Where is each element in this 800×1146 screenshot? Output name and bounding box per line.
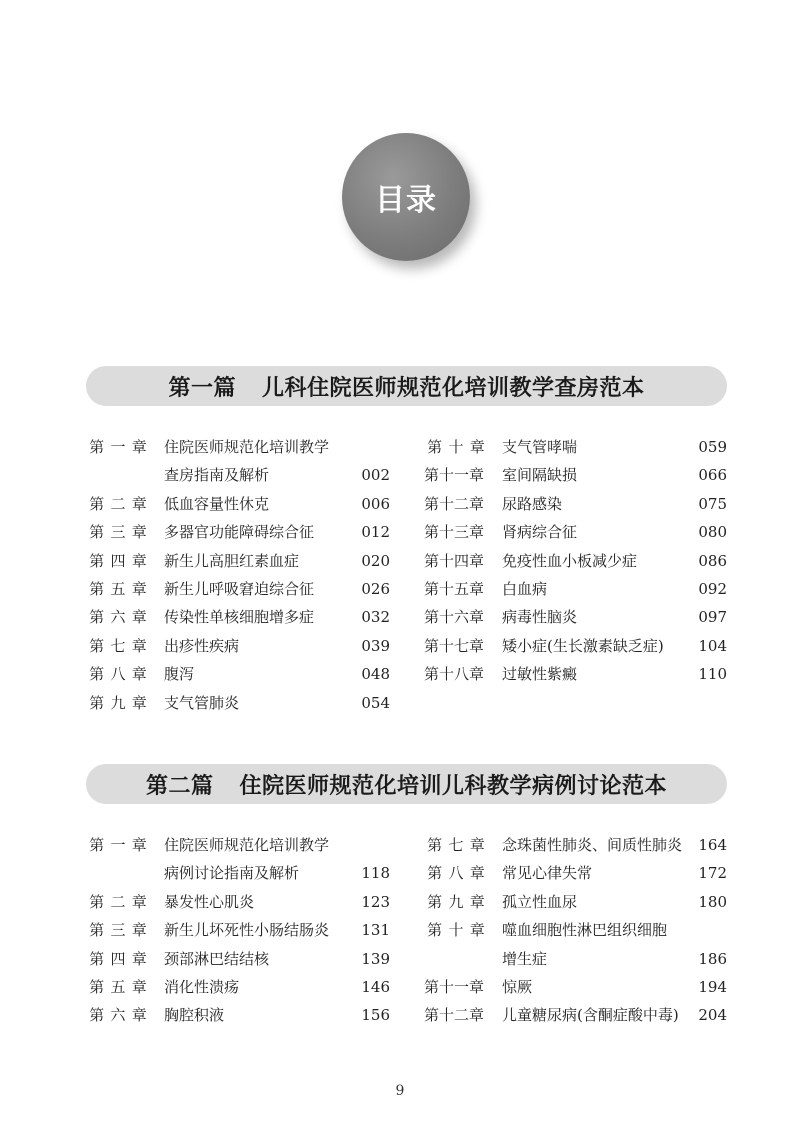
chapter-title: 支气管肺炎 [164, 693, 240, 712]
chapter-title: 传染性单核细胞增多症 [164, 608, 315, 627]
toc-entry[interactable] [424, 433, 727, 461]
part-one-number: 第一篇 [168, 374, 236, 401]
page-ref: 172 [698, 864, 727, 883]
toc-entry[interactable] [86, 888, 390, 916]
chapter-number: 第 十 章 [427, 921, 485, 940]
page-ref: 006 [361, 494, 390, 513]
chapter-number: 第 六 章 [89, 608, 147, 627]
chapter-title: 尿路感染 [502, 494, 563, 513]
toc-entry[interactable] [424, 603, 727, 631]
page-ref: 086 [698, 551, 727, 570]
chapter-title: 查房指南及解析 [164, 466, 270, 485]
chapter-title: 住院医师规范化培训教学 [164, 836, 330, 854]
page-ref: 020 [361, 551, 390, 570]
page-ref: 104 [698, 636, 727, 655]
part-two-left-column [86, 831, 390, 1030]
toc-entry[interactable] [424, 518, 727, 546]
chapter-title: 低血容量性休克 [164, 494, 270, 513]
chapter-number: 第十四章 [424, 551, 485, 570]
chapter-title: 住院医师规范化培训教学 [164, 438, 330, 456]
toc-entry[interactable] [86, 973, 390, 1001]
chapter-number: 第 二 章 [89, 892, 147, 911]
chapter-number: 第 三 章 [89, 921, 147, 940]
page-ref: 092 [698, 579, 727, 598]
chapter-number: 第 三 章 [89, 523, 147, 542]
part-one-header [86, 366, 727, 406]
chapter-number: 第 九 章 [89, 693, 147, 712]
toc-entry[interactable] [424, 461, 727, 489]
chapter-title: 噬血细胞性淋巴组织细胞 [502, 921, 668, 940]
toc-entry[interactable] [424, 490, 727, 518]
page-ref: 180 [698, 892, 727, 911]
page-ref: 164 [698, 836, 727, 854]
chapter-title: 新生儿高胆红素血症 [164, 551, 300, 570]
page-ref: 186 [698, 949, 727, 968]
page-ref: 012 [361, 523, 390, 542]
page-ref: 118 [361, 864, 390, 883]
toc-entry[interactable] [424, 1001, 727, 1029]
chapter-title: 病例讨论指南及解析 [164, 864, 300, 883]
toc-entry[interactable] [86, 945, 390, 973]
page-ref: 156 [361, 1006, 390, 1025]
toc-entry[interactable] [86, 575, 390, 603]
chapter-title: 常见心律失常 [502, 864, 593, 883]
toc-entry[interactable] [86, 916, 390, 944]
toc-entry[interactable] [424, 547, 727, 575]
chapter-title: 惊厥 [502, 977, 533, 996]
page-ref: 131 [361, 921, 390, 940]
chapter-number: 第十八章 [424, 665, 485, 684]
part-two-number: 第二篇 [145, 772, 214, 799]
page-ref: 194 [698, 977, 727, 996]
page-number: 9 [395, 1083, 405, 1099]
chapter-number: 第十七章 [424, 636, 485, 655]
toc-entry[interactable] [86, 461, 390, 489]
chapter-number: 第 一 章 [89, 438, 147, 456]
chapter-title: 增生症 [502, 949, 548, 968]
page-ref: 002 [361, 466, 390, 485]
page-ref: 080 [698, 523, 727, 542]
toc-entry[interactable] [86, 547, 390, 575]
chapter-number: 第 二 章 [89, 494, 147, 513]
chapter-number: 第 七 章 [427, 836, 485, 854]
toc-entry[interactable] [424, 831, 727, 859]
chapter-number: 第 五 章 [89, 977, 147, 996]
chapter-number: 第 一 章 [89, 836, 147, 854]
chapter-title: 胸腔积液 [164, 1006, 225, 1025]
toc-entry[interactable] [424, 632, 727, 660]
chapter-title: 颈部淋巴结结核 [164, 949, 270, 968]
chapter-number: 第十六章 [424, 608, 485, 627]
part-two-right-column [424, 831, 727, 1030]
part-one-title: 儿科住院医师规范化培训教学查房范本 [262, 374, 645, 401]
page-ref: 075 [698, 494, 727, 513]
toc-entry[interactable] [86, 859, 390, 887]
toc-entry[interactable] [86, 490, 390, 518]
chapter-title: 儿童糖尿病(含酮症酸中毒) [502, 1006, 679, 1025]
chapter-number: 第 四 章 [89, 949, 147, 968]
part-two-header [86, 764, 727, 804]
chapter-number: 第十五章 [424, 579, 485, 598]
page-ref: 097 [698, 608, 727, 627]
chapter-number: 第十二章 [424, 494, 485, 513]
toc-entry[interactable] [424, 916, 727, 944]
toc-entry[interactable] [424, 859, 727, 887]
page-ref: 048 [361, 665, 390, 684]
toc-entry[interactable] [86, 518, 390, 546]
page-ref: 123 [361, 892, 390, 911]
chapter-number: 第十一章 [424, 977, 485, 996]
chapter-title: 腹泻 [164, 665, 195, 684]
page-ref: 066 [698, 466, 727, 485]
page-ref: 039 [361, 636, 390, 655]
chapter-number: 第 十 章 [427, 438, 485, 456]
page-ref: 139 [361, 949, 390, 968]
chapter-title: 支气管哮喘 [502, 438, 578, 456]
toc-entry[interactable] [86, 1001, 390, 1029]
part-one-left-column [86, 433, 390, 717]
chapter-title: 新生儿坏死性小肠结肠炎 [164, 921, 330, 940]
chapter-title: 消化性溃疡 [164, 977, 240, 996]
page-ref: 026 [361, 579, 390, 598]
chapter-title: 白血病 [502, 579, 548, 598]
page-ref: 146 [361, 977, 390, 996]
chapter-title: 多器官功能障碍综合征 [164, 523, 315, 542]
page-ref: 110 [698, 665, 727, 684]
chapter-title: 新生儿呼吸窘迫综合征 [164, 579, 315, 598]
toc-entry[interactable] [86, 603, 390, 631]
part-one-right-column [424, 433, 727, 689]
toc-entry[interactable] [86, 433, 390, 461]
chapter-title: 孤立性血尿 [502, 892, 578, 911]
chapter-title: 免疫性血小板减少症 [502, 551, 638, 570]
chapter-number: 第 四 章 [89, 551, 147, 570]
chapter-number: 第 八 章 [427, 864, 485, 883]
page-ref: 032 [361, 608, 390, 627]
toc-title: 目录 [375, 183, 437, 218]
chapter-number: 第十一章 [424, 466, 485, 485]
toc-entry[interactable] [86, 689, 390, 717]
chapter-title: 出疹性疾病 [164, 636, 240, 655]
chapter-number: 第 五 章 [89, 579, 147, 598]
chapter-title: 矮小症(生长激素缺乏症) [502, 636, 664, 655]
page-ref: 204 [698, 1006, 727, 1025]
chapter-title: 暴发性心肌炎 [164, 892, 255, 911]
chapter-title: 过敏性紫癜 [502, 665, 578, 684]
toc-entry[interactable] [86, 831, 390, 859]
toc-badge [342, 133, 470, 261]
chapter-number: 第 七 章 [89, 636, 147, 655]
part-two-title: 住院医师规范化培训儿科教学病例讨论范本 [239, 772, 668, 799]
chapter-number: 第十三章 [424, 523, 485, 542]
chapter-number: 第 八 章 [89, 665, 147, 684]
toc-entry[interactable] [86, 660, 390, 688]
toc-entry[interactable] [424, 945, 727, 973]
chapter-title: 病毒性脑炎 [502, 608, 578, 627]
toc-entry[interactable] [424, 888, 727, 916]
toc-entry[interactable] [86, 632, 390, 660]
page-ref: 059 [698, 438, 727, 456]
chapter-title: 念珠菌性肺炎、间质性肺炎 [502, 836, 683, 854]
chapter-number: 第 六 章 [89, 1006, 147, 1025]
page-ref: 054 [361, 693, 390, 712]
toc-entry[interactable] [424, 973, 727, 1001]
chapter-title: 肾病综合征 [502, 523, 578, 542]
toc-entry[interactable] [424, 660, 727, 688]
chapter-number: 第 九 章 [427, 892, 485, 911]
chapter-number: 第十二章 [424, 1006, 485, 1025]
chapter-title: 室间隔缺损 [502, 466, 578, 485]
toc-entry[interactable] [424, 575, 727, 603]
